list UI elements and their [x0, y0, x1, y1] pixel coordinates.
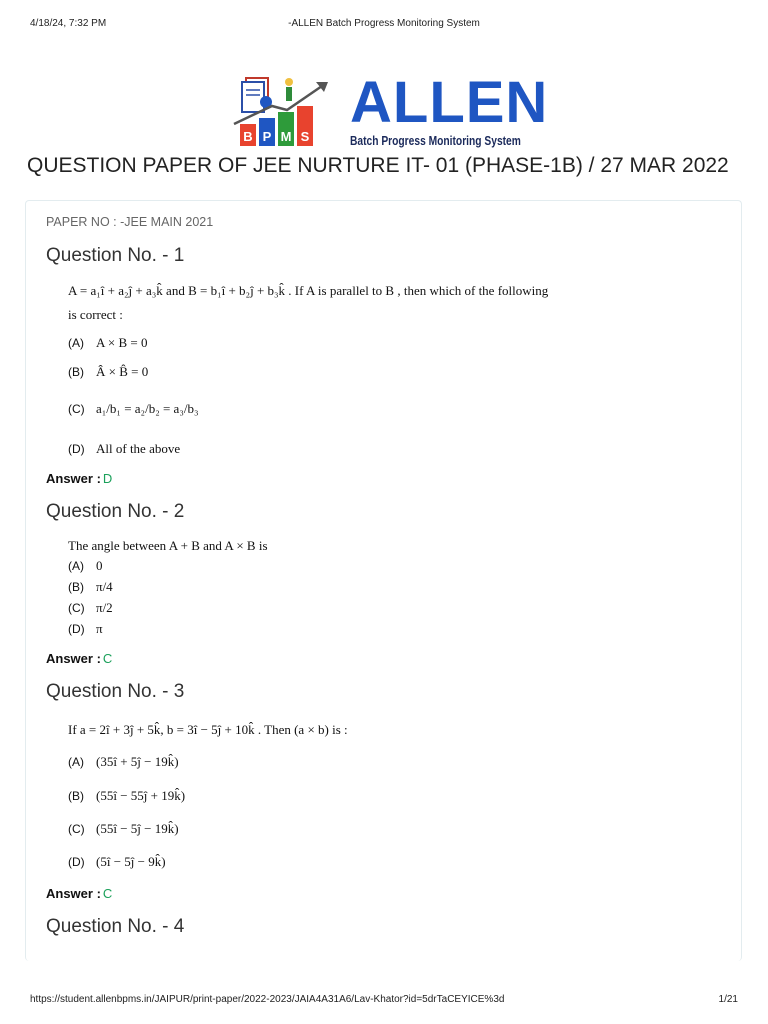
answer-label: Answer : [46, 886, 101, 901]
option-text: π/4 [96, 579, 113, 594]
question-1-text: A = a₁î + a₂ĵ + a₃k̂ and B = b₁î + b₂ĵ + b₃k̂ . If A is parallel to B , then which of the following [68, 283, 549, 298]
question-2-option-b [68, 579, 113, 595]
logo-wordmark: ALLEN [350, 70, 549, 135]
question-3-option-d [68, 854, 166, 870]
option-label: (D) [68, 855, 85, 869]
badge-letter-p: P [262, 129, 272, 144]
answer-label: Answer : [46, 471, 101, 486]
option-text: π [96, 621, 103, 636]
option-label: (D) [68, 442, 85, 456]
option-text: Â × B̂ = 0 [96, 364, 149, 379]
question-1-answer [46, 471, 112, 486]
question-3-text: If a = 2î + 3ĵ + 5k̂, b = 3î − 5ĵ + 10k̂ . Then (a × b) is : [68, 722, 348, 737]
option-label: (C) [68, 822, 85, 836]
option-label: (C) [68, 402, 85, 416]
bpms-chart-logo-icon [232, 72, 332, 152]
answer-value: D [102, 471, 113, 486]
option-text: a₁/b₁ = a₂/b₂ = a₃/b₃ [96, 401, 199, 416]
answer-label: Answer : [46, 651, 101, 666]
question-1-option-c [68, 401, 199, 417]
print-url: https://student.allenbpms.in/JAIPUR/print-paper/2022-2023/JAIA4A31A6/Lav-Khator?id=5drTaCEYICE%3d [30, 994, 505, 1005]
question-3-option-b [68, 788, 185, 804]
question-1-option-d [68, 441, 180, 457]
option-text: 0 [96, 558, 103, 573]
print-page-number: 1/21 [718, 994, 738, 1005]
option-text: (55î − 55ĵ + 19k̂) [96, 788, 186, 803]
question-2-heading: Question No. - 2 [46, 501, 185, 522]
paper-number: PAPER NO : -JEE MAIN 2021 [46, 215, 214, 229]
option-text: A × B = 0 [96, 335, 148, 350]
question-3-answer [46, 886, 112, 901]
print-datetime: 4/18/24, 7:32 PM [30, 18, 107, 29]
option-label: (C) [68, 601, 85, 615]
page-title: QUESTION PAPER OF JEE NURTURE IT- 01 (PHASE-1B) / 27 MAR 2022 [27, 154, 729, 177]
question-1-heading: Question No. - 1 [46, 245, 185, 266]
logo-subtitle: Batch Progress Monitoring System [350, 134, 521, 148]
option-label: (A) [68, 559, 84, 573]
print-header [30, 18, 738, 32]
allen-bpms-logo [232, 70, 549, 152]
print-title: -ALLEN Batch Progress Monitoring System [288, 18, 480, 29]
question-3-option-c [68, 821, 179, 837]
option-label: (B) [68, 365, 84, 379]
option-text: (35î + 5ĵ − 19k̂) [96, 754, 179, 769]
option-label: (B) [68, 789, 84, 803]
question-1-option-b [68, 364, 148, 380]
question-2-answer [46, 651, 112, 666]
answer-value: C [102, 651, 113, 666]
question-2-option-d [68, 621, 103, 637]
option-text: All of the above [96, 441, 181, 456]
question-4-heading: Question No. - 4 [46, 916, 185, 937]
option-label: (B) [68, 580, 84, 594]
print-footer [30, 994, 738, 1008]
answer-value: C [102, 886, 113, 901]
option-text: (5î − 5ĵ − 9k̂) [96, 854, 166, 869]
question-2-option-a [68, 558, 103, 574]
option-label: (D) [68, 622, 85, 636]
option-text: π/2 [96, 600, 113, 615]
question-2-text: The angle between A + B and A × B is [68, 538, 268, 553]
option-label: (A) [68, 755, 84, 769]
question-1-option-a [68, 335, 148, 351]
question-2-option-c [68, 600, 113, 616]
question-3-heading: Question No. - 3 [46, 681, 185, 702]
option-label: (A) [68, 336, 84, 350]
question-3-option-a [68, 754, 179, 770]
badge-letter-m: M [280, 129, 292, 144]
badge-letter-s: S [300, 129, 310, 144]
question-1-text-cont: is correct : [68, 307, 123, 322]
question-paper-card [25, 200, 742, 961]
badge-letter-b: B [243, 129, 253, 144]
option-text: (55î − 5ĵ − 19k̂) [96, 821, 179, 836]
